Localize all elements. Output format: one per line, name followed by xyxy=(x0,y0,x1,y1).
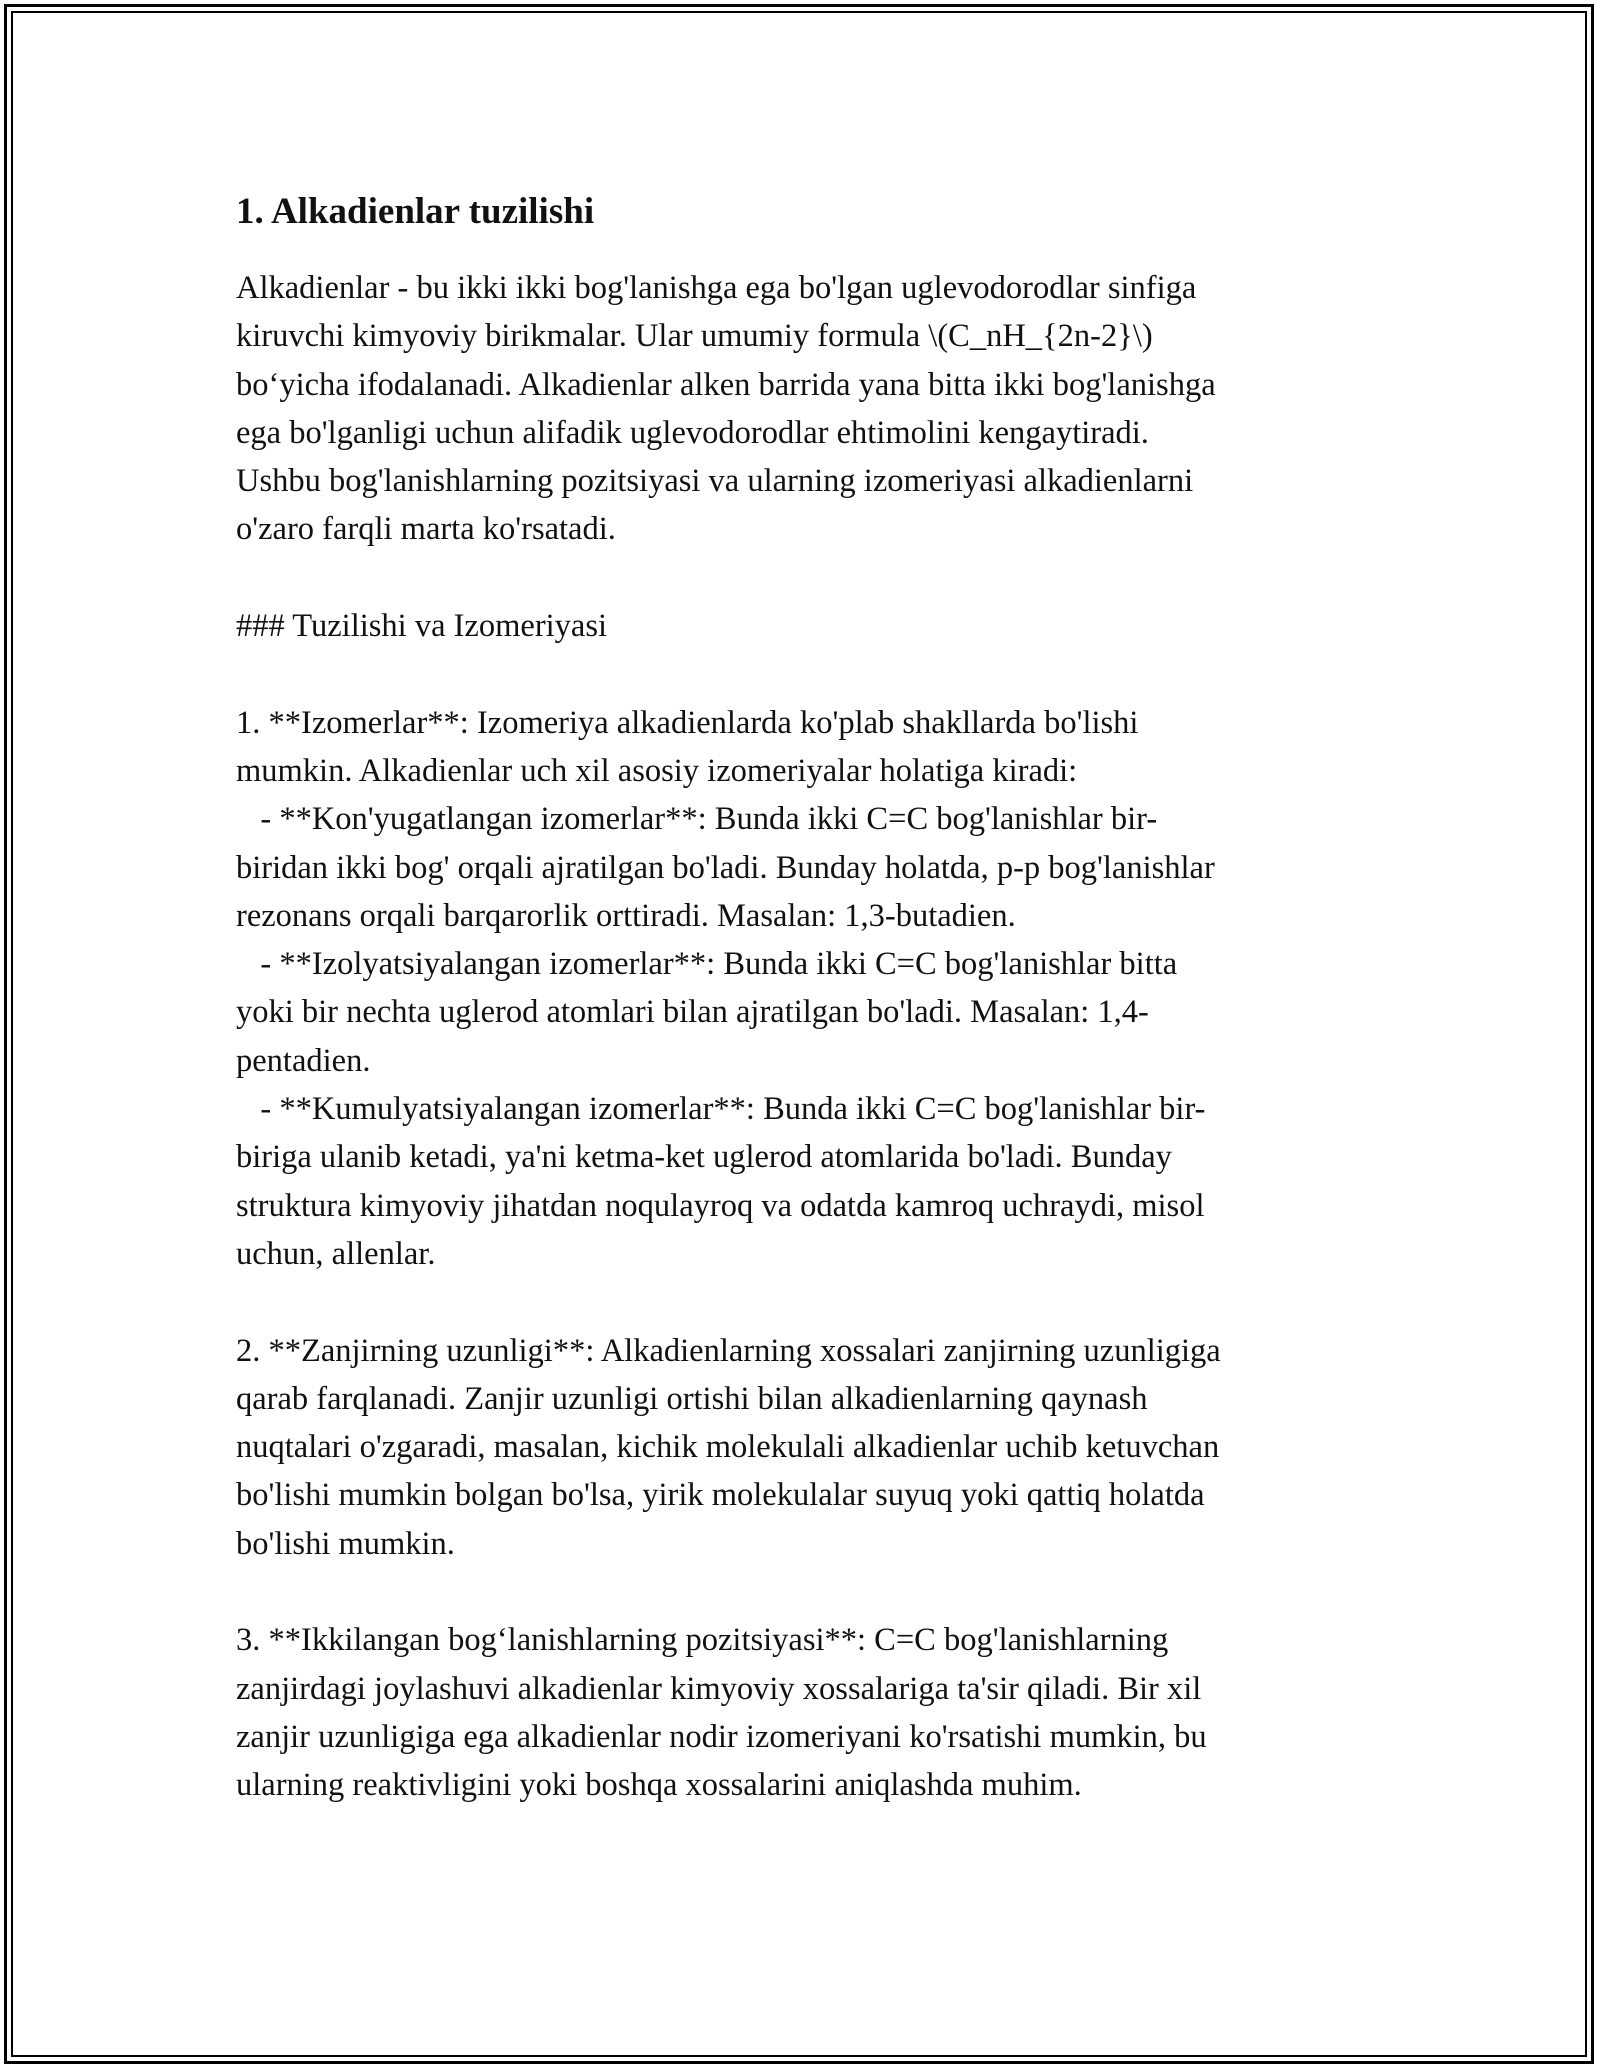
blank-line xyxy=(236,1568,1356,1616)
text-line: bo'lishi mumkin. xyxy=(236,1525,455,1562)
blank-line xyxy=(236,1278,1356,1326)
text-line: Ushbu bog'lanishlarning pozitsiyasi va ularning izomeriyasi alkadienlarni xyxy=(236,463,1194,500)
text-block xyxy=(236,264,1356,1810)
text-line: mumkin. Alkadienlar uch xil asosiy izomeriyalar holatiga kiradi: xyxy=(236,752,1078,789)
text-line: biriga ulanib ketadi, ya'ni ketma-ket uglerod atomlarida bo'ladi. Bunday xyxy=(236,1139,1172,1176)
text-line: pentadien. xyxy=(236,1042,371,1079)
text-line: 3. **Ikkilangan bog‘lanishlarning pozitsiyasi**: C=C bog'lanishlarning xyxy=(236,1622,1169,1659)
text-line: uchun, allenlar. xyxy=(236,1235,436,1272)
text-line: zanjir uzunligiga ega alkadienlar nodir izomeriyani ko'rsatishi mumkin, bu xyxy=(236,1718,1207,1755)
text-line: - **Kon'yugatlangan izomerlar**: Bunda ikki C=C bog'lanishlar bir- xyxy=(236,801,1158,838)
text-line: zanjirdagi joylashuvi alkadienlar kimyoviy xossalariga ta'sir qiladi. Bir xil xyxy=(236,1670,1202,1707)
text-line: ularning reaktivligini yoki boshqa xossalarini aniqlashda muhim. xyxy=(236,1767,1082,1804)
text-line: biridan ikki bog' orqali ajratilgan bo'ladi. Bunday holatda, p-p bog'lanishlar xyxy=(236,849,1215,886)
text-line: Alkadienlar - bu ikki ikki bog'lanishga ega bo'lgan uglevodorodlar sinfiga xyxy=(236,270,1197,306)
text-line: 1. **Izomerlar**: Izomeriya alkadienlarda ko'plab shakllarda bo'lishi xyxy=(236,704,1139,741)
text-line: - **Kumulyatsiyalangan izomerlar**: Bunda ikki C=C bog'lanishlar bir- xyxy=(236,1091,1206,1128)
blank-line xyxy=(236,554,1356,602)
text-line: 2. **Zanjirning uzunligi**: Alkadienlarning xossalari zanjirning uzunligiga xyxy=(236,1332,1221,1369)
subheading-line: ### Tuzilishi va Izomeriyasi xyxy=(236,608,608,645)
section-heading: 1. Alkadienlar tuzilishi xyxy=(236,191,595,232)
text-line: ega bo'lganligi uchun alifadik uglevodorodlar ehtimolini kengaytiradi. xyxy=(236,414,1149,451)
text-line: yoki bir nechta uglerod atomlari bilan ajratilgan bo'ladi. Masalan: 1,4- xyxy=(236,994,1149,1031)
document-body xyxy=(236,188,1356,1810)
text-line: struktura kimyoviy jihatdan noqulayroq va odatda kamroq uchraydi, misol xyxy=(236,1187,1205,1224)
text-line: - **Izolyatsiyalangan izomerlar**: Bunda ikki C=C bog'lanishlar bitta xyxy=(236,946,1178,983)
text-line: qarab farqlanadi. Zanjir uzunligi ortishi bilan alkadienlarning qaynash xyxy=(236,1380,1148,1417)
text-line: kiruvchi kimyoviy birikmalar. Ular umumiy formula \(C_nH_{2n-2}\) xyxy=(236,318,1153,355)
text-line: nuqtalari o'zgaradi, masalan, kichik molekulali alkadienlar uchib ketuvchan xyxy=(236,1429,1220,1466)
text-line: bo‘yicha ifodalanadi. Alkadienlar alken barrida yana bitta ikki bog'lanishga xyxy=(236,366,1216,403)
text-line: o'zaro farqli marta ko'rsatadi. xyxy=(236,511,616,548)
text-line: bo'lishi mumkin bolgan bo'lsa, yirik molekulalar suyuq yoki qattiq holatda xyxy=(236,1477,1205,1514)
text-line: rezonans orqali barqarorlik orttiradi. Masalan: 1,3-butadien. xyxy=(236,897,1016,934)
blank-line xyxy=(236,650,1356,698)
